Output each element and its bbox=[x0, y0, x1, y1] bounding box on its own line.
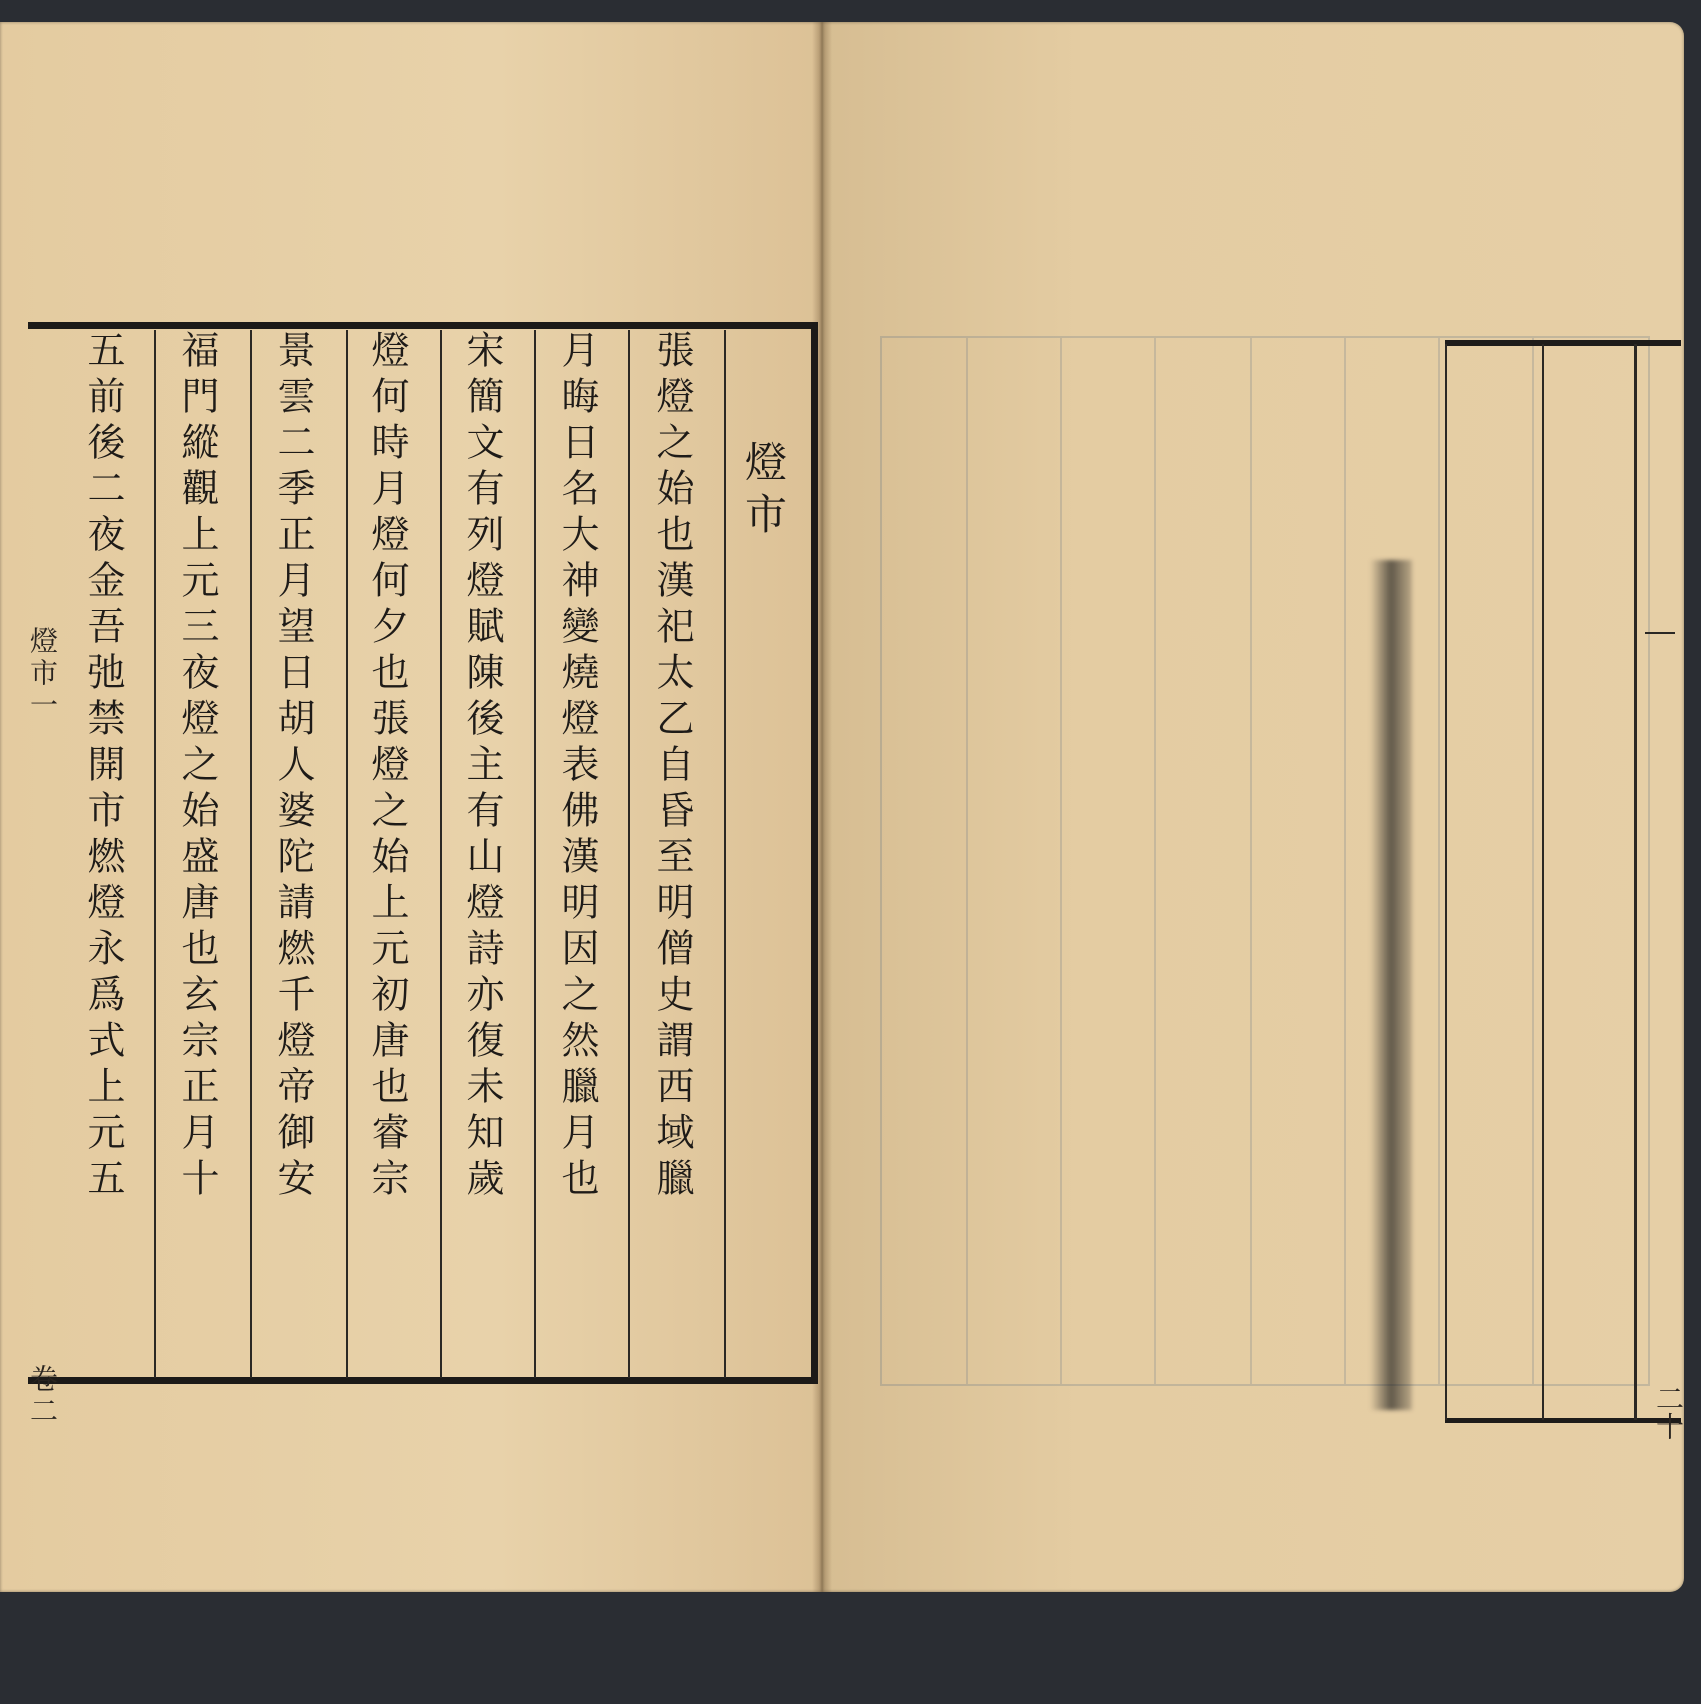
show-through-frame bbox=[880, 336, 1650, 1386]
right-column-rule bbox=[1542, 344, 1544, 1420]
frame-border bbox=[28, 322, 818, 1384]
column-rule bbox=[154, 330, 156, 1378]
right-column-rule bbox=[1445, 344, 1447, 1420]
text-column-2: 月晦日名大神變燒燈表佛漢明因之然臘月也 bbox=[555, 330, 599, 1204]
right-frame-top bbox=[1445, 340, 1681, 346]
text-column-1: 張燈之始也漢祀太乙自昏至明僧史謂西域臘 bbox=[650, 330, 694, 1204]
ghost-rule bbox=[1344, 338, 1346, 1384]
print-frame bbox=[28, 322, 818, 1704]
right-frame-bottom bbox=[1445, 1418, 1681, 1423]
fold-mark bbox=[1645, 632, 1675, 634]
text-column-7: 五前後二夜金吾弛禁開市燃燈永爲式上元五 bbox=[81, 330, 125, 1204]
text-column-5: 景雲二季正月望日胡人婆陀請燃千燈帝御安 bbox=[271, 330, 315, 1204]
column-rule bbox=[628, 330, 630, 1378]
column-rule bbox=[440, 330, 442, 1378]
ghost-rule bbox=[1532, 338, 1534, 1384]
folio-number: 二十 bbox=[1652, 1384, 1685, 1440]
text-column-3: 宋簡文有列燈賦陳後主有山燈詩亦復未知歲 bbox=[460, 330, 504, 1204]
ghost-rule bbox=[1060, 338, 1062, 1384]
text-column-6: 福門縱觀上元三夜燈之始盛唐也玄宗正月十 bbox=[175, 330, 219, 1204]
ghost-rule bbox=[1250, 338, 1252, 1384]
ink-smear bbox=[1370, 560, 1412, 1410]
column-rule bbox=[346, 330, 348, 1378]
ghost-rule bbox=[1438, 338, 1440, 1384]
fish-tail-label: 燈市一 bbox=[26, 626, 59, 722]
section-title: 燈市 bbox=[739, 440, 788, 544]
column-rule bbox=[534, 330, 536, 1378]
right-column-rule bbox=[1634, 344, 1637, 1420]
ghost-rule bbox=[1154, 338, 1156, 1384]
text-column-4: 燈何時月燈何夕也張燈之始上元初唐也睿宗 bbox=[365, 330, 409, 1204]
column-rule bbox=[250, 330, 252, 1378]
column-rule bbox=[724, 330, 726, 1378]
chapter-label: 卷二 bbox=[26, 1364, 59, 1428]
ghost-rule bbox=[966, 338, 968, 1384]
